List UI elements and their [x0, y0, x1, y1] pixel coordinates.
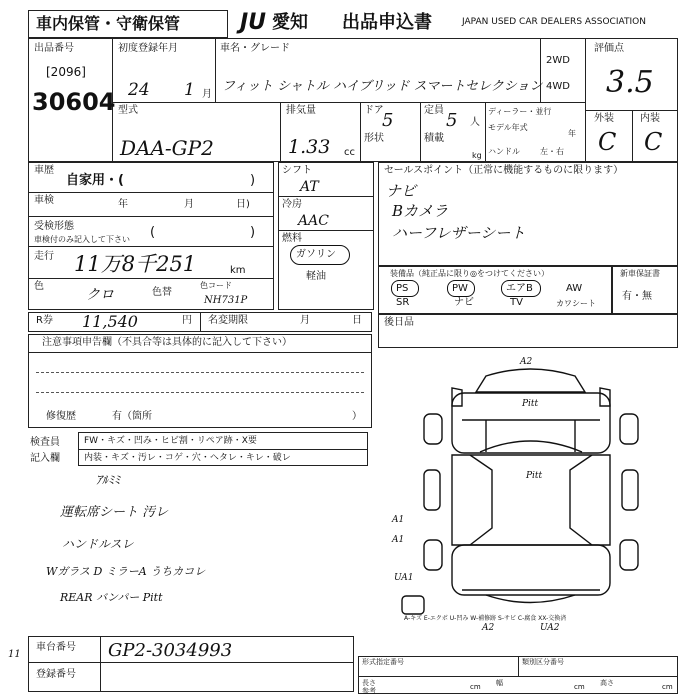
exterior-score: C [598, 128, 617, 156]
interior-score: C [644, 128, 663, 156]
mark-a2-bottom: A2 [482, 623, 495, 633]
note-2: 運転席シート 汚レ [60, 505, 169, 520]
score-value: 3.5 [606, 65, 654, 100]
mark-pitt-1: Pitt [522, 399, 539, 409]
color-code: NH731P [204, 295, 248, 306]
equip-tv: TV [510, 297, 523, 308]
note-5: REAR バンパー Pitt [60, 591, 163, 604]
note-3: ハンドルスレ [62, 537, 134, 551]
equip-aw: AW [566, 283, 583, 294]
color-value: クロ [86, 287, 114, 303]
aircon-value: AAC [298, 213, 329, 229]
mark-a1-2: A1 [392, 535, 405, 545]
equip-ps: PS [396, 283, 409, 294]
mark-a1-1: A1 [392, 515, 405, 525]
selling-point-2: Bカメラ [392, 202, 449, 220]
equip-sr: SR [396, 297, 410, 308]
fuel-option-diesel: 軽油 [306, 271, 326, 282]
doors-value: 5 [382, 110, 394, 131]
brand-name: 愛知 [272, 12, 308, 33]
displacement-value: 1.33 [288, 136, 331, 158]
equip-leather: カワシート [556, 299, 596, 308]
mark-ua1: UA1 [394, 573, 414, 583]
recycle-value: 11,540 [82, 312, 138, 331]
association-name: JAPAN USED CAR DEALERS ASSOCIATION [462, 17, 646, 27]
damage-legend: A-キズ E-エクボ U-凹み W-補修跡 S-サビ C-腐食 XX-交換済 [404, 615, 567, 622]
mark-pitt-2: Pitt [526, 471, 543, 481]
model-value: フィット シャトル ハイブリッド スマートセレクション [222, 79, 543, 94]
history-value: 自家用・( [66, 173, 124, 188]
mark-ua2: UA2 [540, 623, 560, 633]
registration-label: 初度登録年月 [118, 43, 178, 54]
selling-point-3: ハーフレザーシート [392, 224, 526, 242]
ju-logo: JU [240, 10, 267, 35]
type-label: 型式 [118, 105, 138, 116]
type-value: DAA-GP2 [120, 136, 214, 160]
equip-airbag: エアB [506, 283, 533, 294]
model-label: 車名・グレード [220, 43, 290, 54]
equip-navi: ナビ [454, 297, 474, 308]
auction-sheet: 車内保管・守衛保管 JU 愛知 出品申込書 JAPAN USED CAR DEALERS ASSOCIATION 出品番号 [2096] 30604 初度登録年月 24 1 月 車名・グレード フィット シャトル ハイブリッド スマートセレクション 2WD 4WD 評価点 3.5 外装 内装 C C 型式 DAA-GP2 排気量 1.33 cc ドア 5 形状 定員 5 人 積載 kg ディーラー・並行 モデル年式 年 ハンドル 左・右 車歴 自家用・( ) 車検 年 月 日) 受検形態 車検付のみ記入して下さい ( ) 走行 11万8千251 km 色 クロ 色替 色コード NH731P シフト AT 冷房 AAC 燃料 ガソリン 軽油 セールスポイント（正常に機能するものに限ります） ナビ Bカメラ ハーフレザーシート 装備品（純正品に限り◎をつけてください） 新車保証書 有・無 PS PW エアB AW SR ナビ TV カワシート R券 11,540 円 名変期限 月 日 後日品 注意事項申告欄（不具合等は具体的に記入して下さい） 修復歴 有（箇所 ） 検査員 記入欄 FW・キズ・凹み・ヒビ割・リペア跡・X要 内装・キズ・汚レ・コゲ・穴・ヘタレ・キレ・破レ ｱﾙﾐﾐ 運転席シート 汚レ ハンドルスレ Wガラス D ミラーA うちカコレ REAR バンパー Pitt A2 Pitt Pitt A1 A1 UA1 A2 UA2 A-キズ E-エクボ U-凹み W-補修跡 S-サビ C-腐食 XX-交換済 車台番号 GP2-3034993 登録番号 11 形式指定番号 類別区分番号 長さ 参考 cm 幅 cm 高さ cm [0, 0, 700, 700]
fuel-option-gasoline: ガソリン [296, 249, 336, 260]
lot-number: 30604 [32, 88, 116, 116]
mileage-value: 11万8千251 [74, 252, 197, 276]
score-label: 評価点 [594, 43, 624, 54]
note-1: ｱﾙﾐﾐ [96, 473, 121, 487]
equip-pw: PW [452, 283, 468, 294]
shift-value: AT [300, 179, 319, 195]
lot-label: 出品番号 [34, 43, 74, 54]
lot-bracket: [2096] [46, 65, 86, 79]
form-title: 出品申込書 [342, 12, 432, 33]
storage-title: 車内保管・守衛保管 [36, 14, 181, 33]
mark-a2-top: A2 [520, 357, 533, 367]
selling-point-1: ナビ [386, 182, 417, 200]
capacity-value: 5 [446, 110, 458, 131]
registration-year: 24 [128, 80, 150, 100]
registration-month: 1 [184, 80, 195, 100]
note-4: Wガラス D ミラーA うちカコレ [46, 565, 206, 578]
chassis-value: GP2-3034993 [108, 640, 233, 661]
